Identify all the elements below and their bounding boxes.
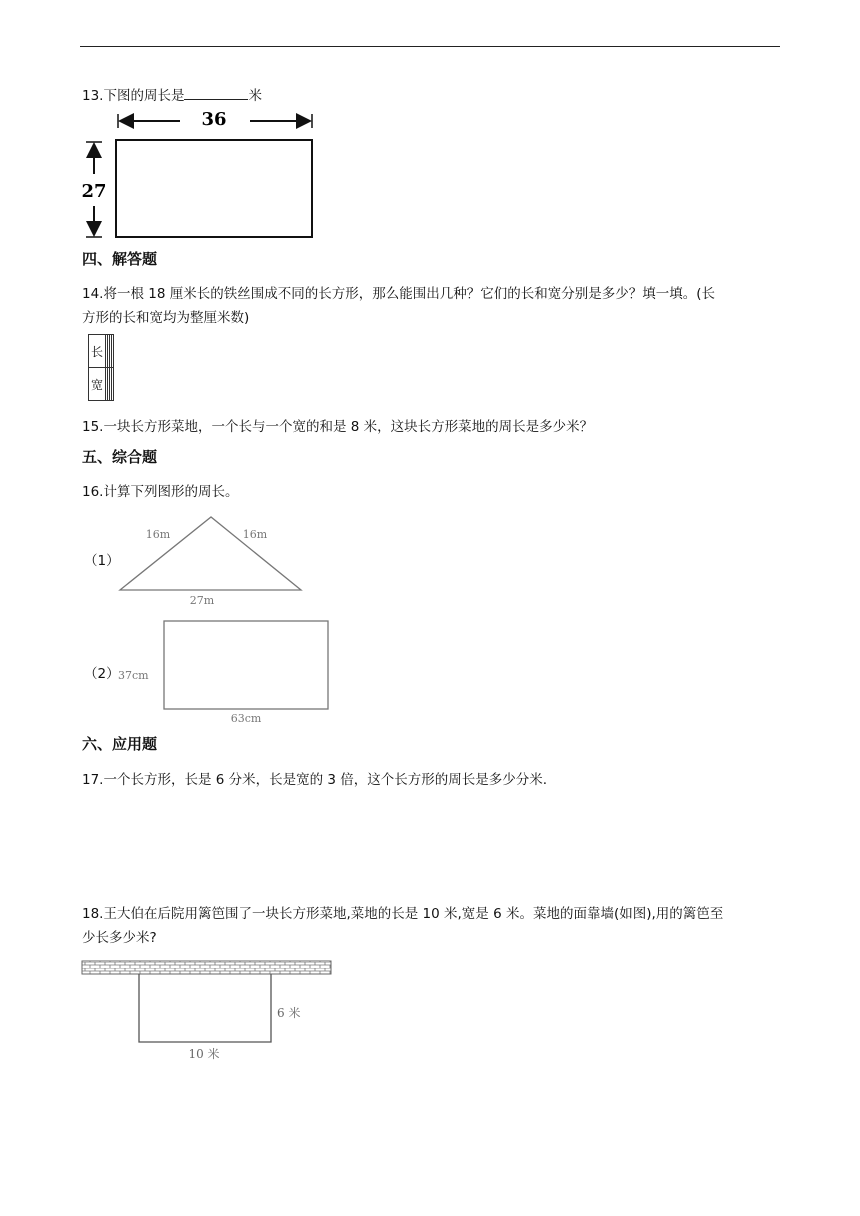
triangle-side-left-label: 16m [145, 528, 171, 541]
question-14-line2: 方形的长和宽均为整厘米数) [82, 310, 250, 326]
section-heading-4: 四、解答题 [82, 250, 158, 268]
figure-1-label: （1） [84, 553, 120, 569]
question-18 [82, 902, 782, 950]
question-16: 16.计算下列图形的周长。 [82, 484, 239, 500]
question-18-line1: 18.王大伯在后院用篱笆围了一块长方形菜地,菜地的长是 10 米,宽是 6 米。菜地的面靠墙(如图),用的篱笆至 [82, 906, 724, 922]
rectangle-height-label: 37cm [118, 669, 149, 682]
table-cell[interactable] [112, 368, 114, 401]
garden-side-label: 6 米 [277, 1006, 301, 1020]
question-15: 15.一块长方形菜地，一个长与一个宽的和是 8 米，这块长方形菜地的周长是多少米？ [82, 419, 594, 435]
rectangle-shape [116, 140, 312, 237]
question-14 [82, 282, 782, 330]
answer-blank[interactable] [184, 85, 248, 100]
answer-table [88, 334, 114, 401]
brick-wall [82, 961, 331, 974]
rectangle-figure [118, 618, 333, 728]
width-label: 36 [201, 109, 227, 130]
rectangle-width-label: 63cm [230, 712, 262, 725]
triangle-figure [110, 512, 310, 610]
height-label: 27 [81, 181, 107, 202]
table-label-width: 宽 [89, 368, 106, 401]
question-18-line2: 少长多少米? [82, 930, 157, 946]
garden-rectangle [139, 974, 271, 1042]
garden-base-label: 10 米 [188, 1047, 220, 1061]
triangle-side-right-label: 16m [242, 528, 268, 541]
question-13-figure [80, 106, 325, 246]
table-cell[interactable] [112, 335, 114, 368]
question-14-line1: 14.将一根 18 厘米长的铁丝围成不同的长方形，那么能围出几种？它们的长和宽分别是多少？填一填。(长 [82, 286, 715, 302]
section-heading-6: 六、应用题 [82, 735, 158, 753]
garden-figure [80, 956, 335, 1066]
question-13 [82, 84, 262, 108]
question-13-suffix: 米 [248, 88, 262, 104]
section-heading-5: 五、综合题 [82, 448, 158, 466]
question-13-prefix: 13.下图的周长是 [82, 88, 185, 104]
table-label-length: 长 [89, 335, 106, 368]
rectangle-shape [164, 621, 328, 709]
header-rule [80, 46, 780, 47]
question-17: 17.一个长方形，长是 6 分米，长是宽的 3 倍，这个长方形的周长是多少分米. [82, 772, 548, 788]
figure-2-label: （2） [84, 666, 120, 682]
triangle-base-label: 27m [189, 594, 215, 607]
